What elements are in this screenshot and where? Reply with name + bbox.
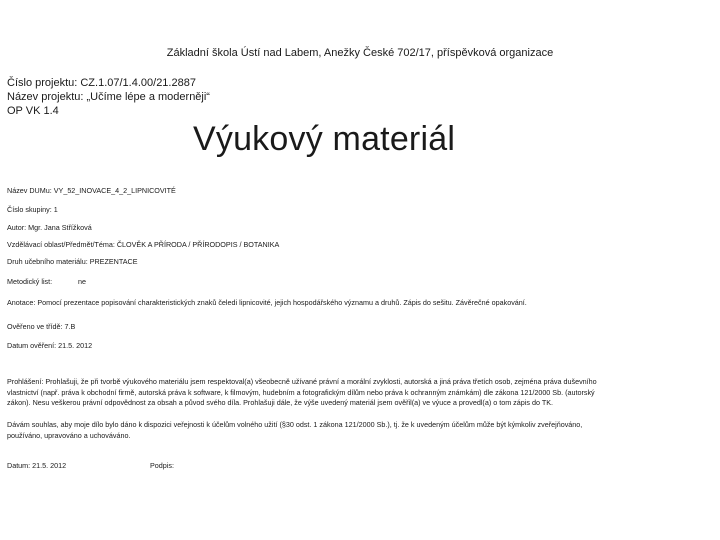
dum-name: Název DUMu: VY_52_INOVACE_4_2_LIPNICOVITÉ xyxy=(7,186,176,195)
page-title: Výukový materiál xyxy=(193,120,456,158)
footer-date: Datum: 21.5. 2012 xyxy=(7,461,67,470)
declaration-text: Prohlášení: Prohlašuji, že při tvorbě výukového materiálu jsem respektoval(a) všeobecně užívané právní a morální zvyklosti, autorská a jiná práva třetích osob, zejména práva duševního vlastnictví (např. práva k obchodní firmě, autorská práva k software, k filmovým, hudebním a fotografickým dílům nebo práva k ochranným známkám) dle zákona 121/2000 Sb. (autorský zákon). Nesu veškerou právní odpovědnost za obsah a původ svého díla. Prohlašuji dále, že výše uvedený materiál jsem ověřil(a) ve výuce a provedl(a) o tom zápis do TK. xyxy=(7,377,597,407)
project-op: OP VK 1.4 xyxy=(7,105,59,117)
material-type: Druh učebního materiálu: PREZENTACE xyxy=(7,257,138,266)
education-area: Vzdělávací oblast/Předmět/Téma: ČLOVĚK A PŘÍRODA / PŘÍRODOPIS / BOTANIKA xyxy=(7,240,280,249)
consent-text: Dávám souhlas, aby moje dílo bylo dáno k dispozici veřejnosti k účelům volného užití (§30 odst. 1 zákona 121/2000 Sb.), tj. že k uvedeným účelům může být kýmkoliv zveřejňováno, používáno, upravováno a uchováváno. xyxy=(7,420,583,440)
verified-date: Datum ověření: 21.5. 2012 xyxy=(7,341,93,350)
verified-class: Ověřeno ve třídě: 7.B xyxy=(7,322,76,331)
annotation: Anotace: Pomocí prezentace popisování charakteristických znaků čeledi lipnicovité, jejich hospodářského významu a druhů. Zápis do sešitu. Závěrečné opakování. xyxy=(7,298,527,307)
signature-label: Podpis: xyxy=(150,461,174,470)
school-name: Základní škola Ústí nad Labem, Anežky České 702/17, příspěvková organizace xyxy=(166,47,554,59)
method-sheet-value: ne xyxy=(78,277,86,286)
project-number: Číslo projektu: CZ.1.07/1.4.00/21.2887 xyxy=(7,77,196,89)
group-number: Číslo skupiny: 1 xyxy=(7,205,58,214)
author: Autor: Mgr. Jana Střížková xyxy=(7,223,92,232)
project-name: Název projektu: „Učíme lépe a moderněji“ xyxy=(7,91,210,103)
method-sheet-label: Metodický list: xyxy=(7,277,53,286)
